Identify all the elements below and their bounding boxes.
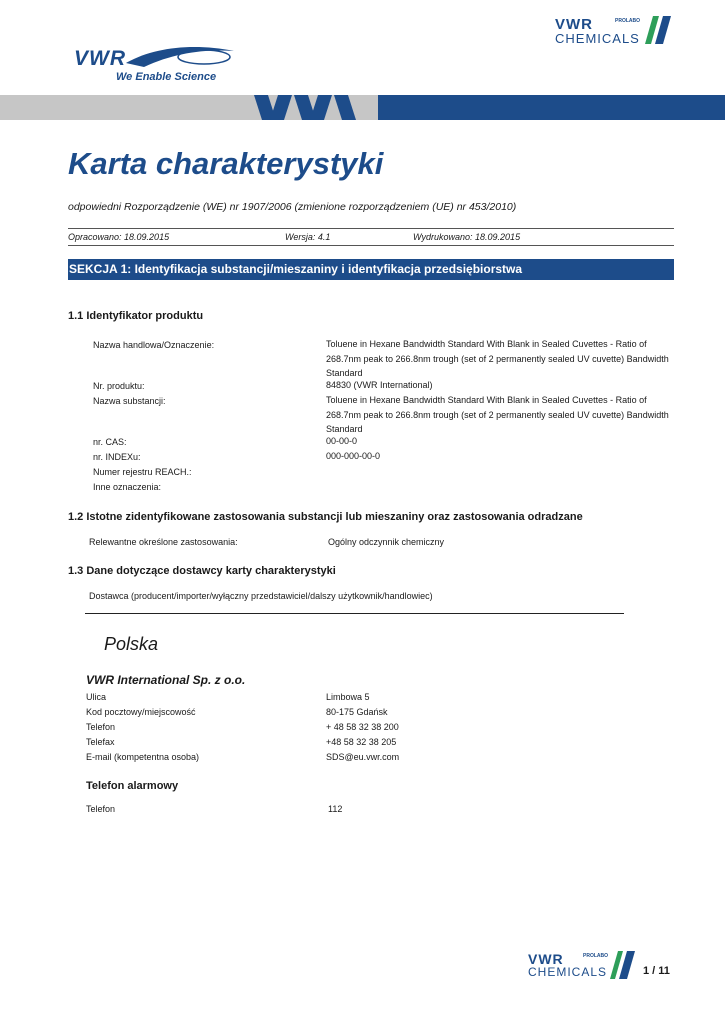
page-number: 1 / 11: [643, 965, 670, 977]
label-street: Ulica: [86, 692, 107, 702]
meta-top-rule: [68, 228, 674, 229]
header-band-blue: [378, 95, 725, 120]
label-relevant-uses: Relewantne określone zastosowania:: [89, 537, 238, 547]
label-cas: nr. CAS:: [93, 437, 127, 447]
value-email: SDS@eu.vwr.com: [326, 752, 400, 762]
meta-version: Wersja: 4.1: [285, 232, 331, 242]
supplier-rule: [85, 613, 624, 614]
chem-logo-line1: VWR: [555, 16, 593, 33]
value-substance-name: Toluene in Hexane Bandwidth Standard With Blank in Sealed Cuvettes - Ratio of 268.7nm peak to 266.8nm trough (set of 2 permanently sealed UV cuvette) Bandwidth Standard: [326, 395, 669, 434]
footer-stripes-icon: [610, 951, 636, 979]
emergency-heading: Telefon alarmowy: [86, 780, 179, 792]
value-postal-city: 80-175 Gdańsk: [326, 707, 388, 717]
chem-logo-line2: CHEMICALS: [555, 31, 640, 46]
section-1-heading: SEKCJA 1: Identyfikacja substancji/mieszaniny i identyfikacja przedsiębiorstwa: [68, 259, 674, 280]
value-phone: + 48 58 32 38 200: [326, 722, 399, 732]
value-index: 000-000-00-0: [326, 451, 381, 461]
label-trade-name: Nazwa handlowa/Oznaczenie:: [93, 340, 215, 350]
value-cas: 00-00-0: [326, 436, 358, 446]
subsection-1-2-heading: 1.2 Istotne zidentyfikowane zastosowania substancji lub mieszaniny oraz zastosowania odradzane: [68, 511, 583, 523]
chem-logo-badge: PROLABO: [615, 18, 640, 24]
vwr-chemicals-logo: [555, 16, 673, 46]
label-reach: Numer rejestru REACH.:: [93, 467, 192, 477]
value-relevant-uses: Ogólny odczynnik chemiczny: [328, 537, 445, 547]
label-email: E-mail (kompetentna osoba): [86, 752, 200, 762]
subsection-1-1-heading: 1.1 Identyfikator produktu: [68, 310, 204, 322]
label-index: nr. INDEXu:: [93, 452, 141, 462]
document-title: Karta charakterystyki: [68, 146, 384, 181]
chem-stripes-icon: [645, 16, 673, 44]
supplier-company: VWR International Sp. z o.o.: [86, 673, 246, 687]
label-fax: Telefax: [86, 737, 115, 747]
label-emergency-phone: Telefon: [86, 804, 116, 814]
logo-swoosh-icon: [124, 45, 239, 71]
value-fax: +48 58 32 38 205: [326, 737, 397, 747]
supplier-description: Dostawca (producent/importer/wyłączny przedstawiciel/dalszy użytkownik/handlowiec): [89, 591, 433, 601]
label-substance-name: Nazwa substancji:: [93, 396, 166, 406]
value-emergency-phone: 112: [328, 804, 343, 814]
meta-printed: Wydrukowano: 18.09.2015: [413, 232, 521, 242]
meta-bottom-rule: [68, 245, 674, 246]
value-product-number: 84830 (VWR International): [326, 380, 433, 390]
supplier-country: Polska: [104, 634, 159, 654]
footer-logo-line2: CHEMICALS: [528, 965, 608, 979]
subsection-1-3-heading: 1.3 Dane dotyczące dostawcy karty charakterystyki: [68, 565, 336, 577]
document-subtitle: odpowiedni Rozporządzenie (WE) nr 1907/2006 (zmienione rozporządzeniem (UE) nr 453/2010): [68, 201, 517, 213]
label-product-number: Nr. produktu:: [93, 381, 145, 391]
footer-logo-badge: PROLABO: [583, 953, 608, 959]
meta-prepared: Opracowano: 18.09.2015: [68, 232, 170, 242]
vwr-logo: [74, 45, 244, 87]
logo-wordmark: VWR: [74, 47, 126, 70]
label-other-designations: Inne oznaczenia:: [93, 482, 162, 492]
footer-logo-line1: VWR: [528, 951, 564, 967]
label-phone: Telefon: [86, 722, 116, 732]
footer-logo: [528, 951, 638, 979]
value-street: Limbowa 5: [326, 692, 370, 702]
value-trade-name: Toluene in Hexane Bandwidth Standard With Blank in Sealed Cuvettes - Ratio of 268.7nm peak to 266.8nm trough (set of 2 permanently sealed UV cuvette) Bandwidth Standard: [326, 339, 669, 378]
label-postal-city: Kod pocztowy/miejscowość: [86, 707, 196, 717]
logo-tagline: We Enable Science: [116, 71, 217, 83]
band-chevrons-icon: [254, 95, 364, 120]
